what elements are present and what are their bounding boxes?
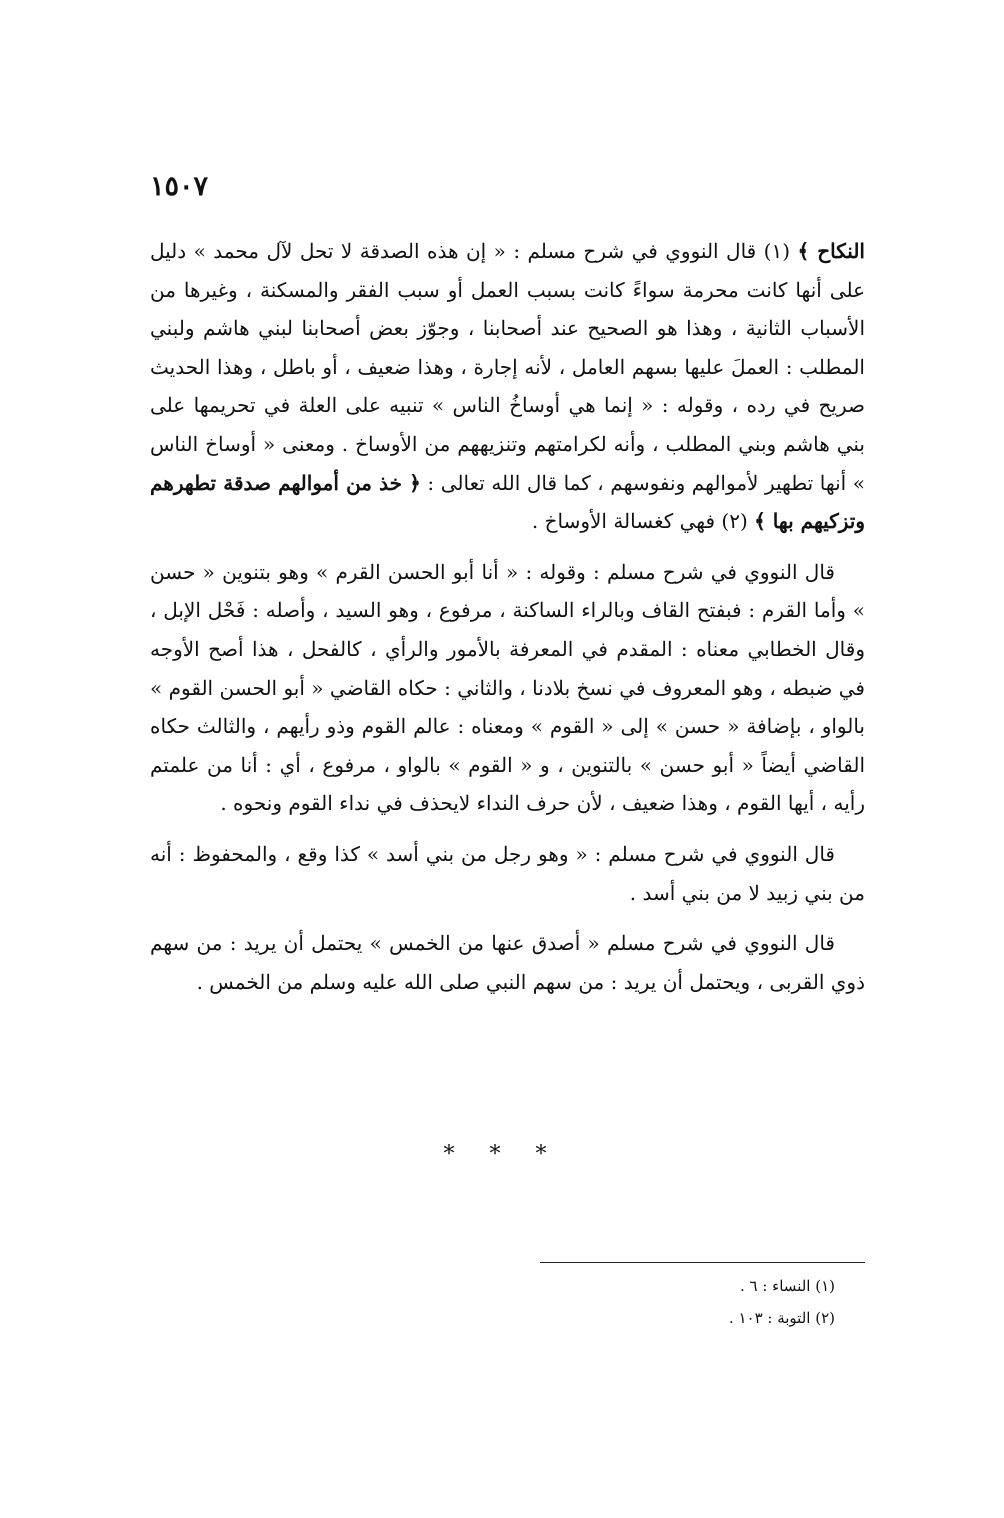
- paragraph-1-text: (١) قال النووي في شرح مسلم : « إن هذه الصدقة لا تحل لآل محمد » دليل على أنها كانت محرمة سواءً كانت بسبب العمل أو سبب الفقر والمسكنة ، وغيرها من الأسباب الثانية ، وهذا هو الصحيح عند أصحابنا ، وجوّز بعض أصحابنا لبني هاشم ولبني المطلب : العملَ عليها بسهم العامل ، لأنه إجارة ، وهذا ضعيف ، أو باطل ، وهذا الحديث صريح في رده ، وقوله : « إنما هي أوساخُ الناس » تنبيه على العلة في تحريمها على بني هاشم وبني المطلب ، وأنه لكرامتهم وتنزيههم من الأوساخ . ومعنى « أوساخ الناس » أنها تطهير لأموالهم ونفوسهم ، كما قال الله تعالى :: [150, 239, 865, 495]
- footnote-divider: [540, 1262, 865, 1263]
- paragraph-3: قال النووي في شرح مسلم : « وهو رجل من بني أسد » كذا وقع ، والمحفوظ : أنه من بني زبيد لا من بني أسد .: [150, 841, 865, 905]
- paragraph-2: قال النووي في شرح مسلم : وقوله : « أنا أبو الحسن القرم » وهو بتنوين « حسن » وأما القرم : فبفتح القاف وبالراء الساكنة ، مرفوع ، وهو السيد ، وأصله : فَحْل الإبل ، وقال الخطابي معناه : المقدم في المعرفة بالأمور والرأي ، كالفحل ، هذا أصح الأوجه في ضبطه ، وهو المعروف في نسخ بلادنا ، والثاني : حكاه القاضي « أبو الحسن القوم » بالواو ، بإضافة « حسن » إلى « القوم » ومعناه : عالم القوم وذو رأيهم ، والثالث حكاه القاضي أيضاً « أبو حسن » بالتنوين ، و « القوم » بالواو ، مرفوع ، أي : أنا من علمتم رأيه ، أيها القوم ، وهذا ضعيف ، لأن حرف النداء لايحذف في نداء القوم ونحوه .: [150, 559, 865, 816]
- paragraph-4: قال النووي في شرح مسلم « أصدق عنها من الخمس » يحتمل أن يريد : من سهم ذوي القربى ، ويحتمل أن يريد : من سهم النبي صلى الله عليه وسلم من الخمس .: [150, 931, 865, 994]
- paragraph-1-tail: (٢) فهي كغسالة الأوساخ .: [531, 509, 755, 534]
- paragraph-1: [150, 232, 865, 541]
- page-number: ١٥٠٧: [150, 171, 209, 202]
- section-separator: * * *: [443, 1142, 561, 1167]
- footnote-1: (١) النساء : ٦ .: [739, 1277, 835, 1295]
- main-text: [150, 232, 865, 1013]
- footnote-2: (٢) التوبة : ١٠٣ .: [728, 1309, 835, 1327]
- paragraph-1-lead: النكاح ﴾: [797, 239, 865, 263]
- footnotes: [540, 1270, 835, 1334]
- quran-quote: ﴿ خذ من أموالهم صدقة تطهرهم وتزكيهم بها ﴾: [150, 470, 865, 534]
